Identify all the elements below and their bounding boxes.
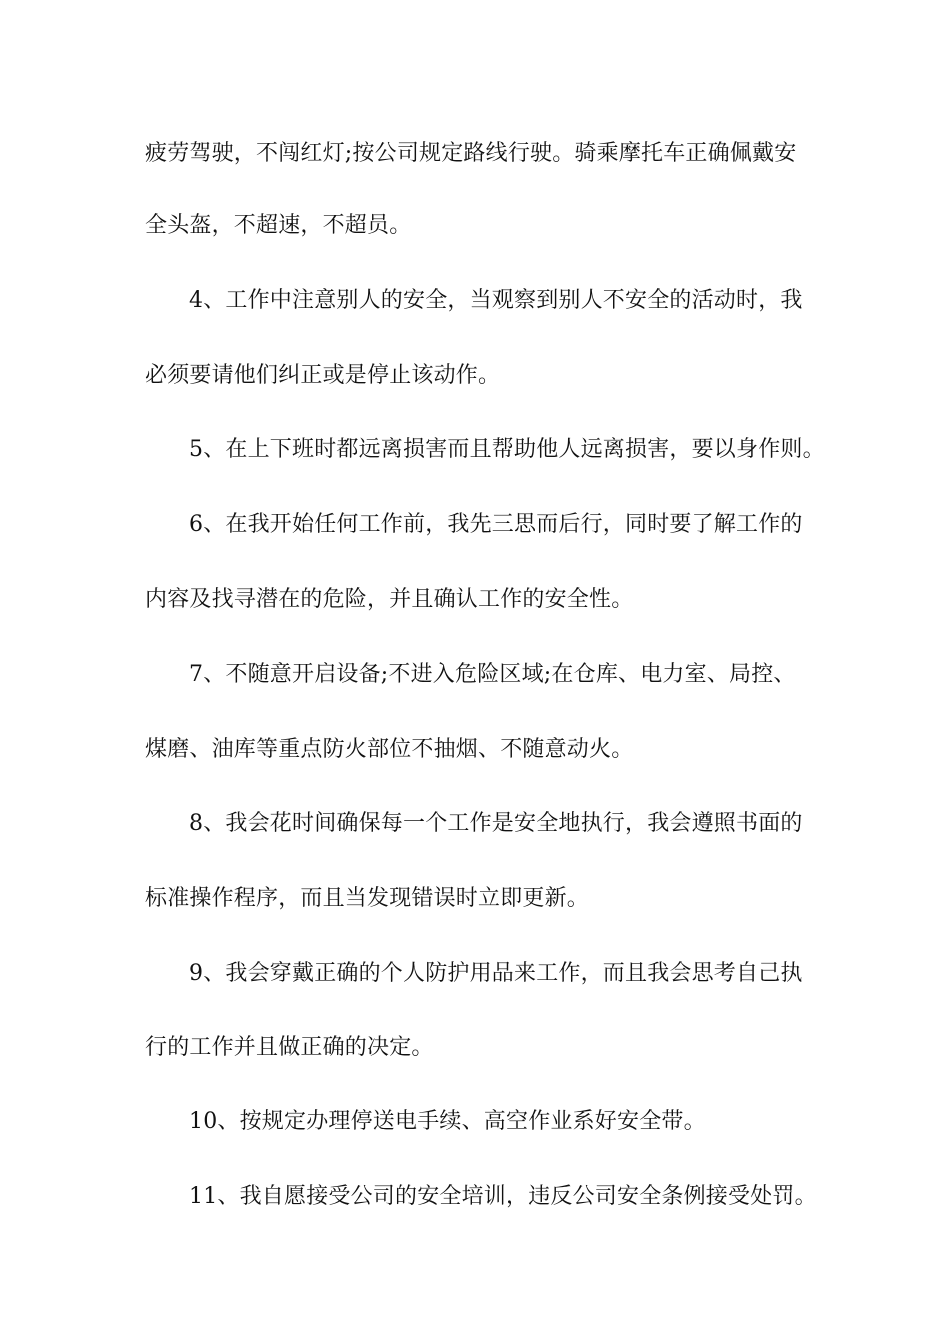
- text-line: 内容及找寻潜在的危险，并且确认工作的安全性。: [145, 587, 634, 612]
- text-line: 必须要请他们纠正或是停止该动作。: [145, 363, 501, 388]
- text-line: 疲劳驾驶，不闯红灯;按公司规定路线行驶。骑乘摩托车正确佩戴安: [145, 141, 797, 166]
- text-line: 行的工作并且做正确的决定。: [145, 1035, 434, 1060]
- paragraph-item-8: 8、我会花时间确保每一个工作是安全地执行，我会遵照书面的: [189, 811, 803, 836]
- paragraph-item-4: 4、工作中注意别人的安全，当观察到别人不安全的活动时，我: [189, 288, 803, 313]
- paragraph-item-7: 7、不随意开启设备;不进入危险区域;在仓库、电力室、局控、: [189, 662, 796, 687]
- text-line: 全头盔，不超速，不超员。: [145, 213, 412, 238]
- paragraph-item-6: 6、在我开始任何工作前，我先三思而后行，同时要了解工作的: [189, 512, 803, 537]
- paragraph-item-9: 9、我会穿戴正确的个人防护用品来工作，而且我会思考自己执: [189, 961, 803, 986]
- paragraph-item-5: 5、在上下班时都远离损害而且帮助他人远离损害，要以身作则。: [189, 437, 825, 462]
- paragraph-item-11: 11、我自愿接受公司的安全培训，违反公司安全条例接受处罚。: [189, 1184, 817, 1209]
- paragraph-item-10: 10、按规定办理停送电手续、高空作业系好安全带。: [189, 1109, 706, 1134]
- text-line: 标准操作程序，而且当发现错误时立即更新。: [145, 886, 590, 911]
- text-line: 煤磨、油库等重点防火部位不抽烟、不随意动火。: [145, 737, 634, 762]
